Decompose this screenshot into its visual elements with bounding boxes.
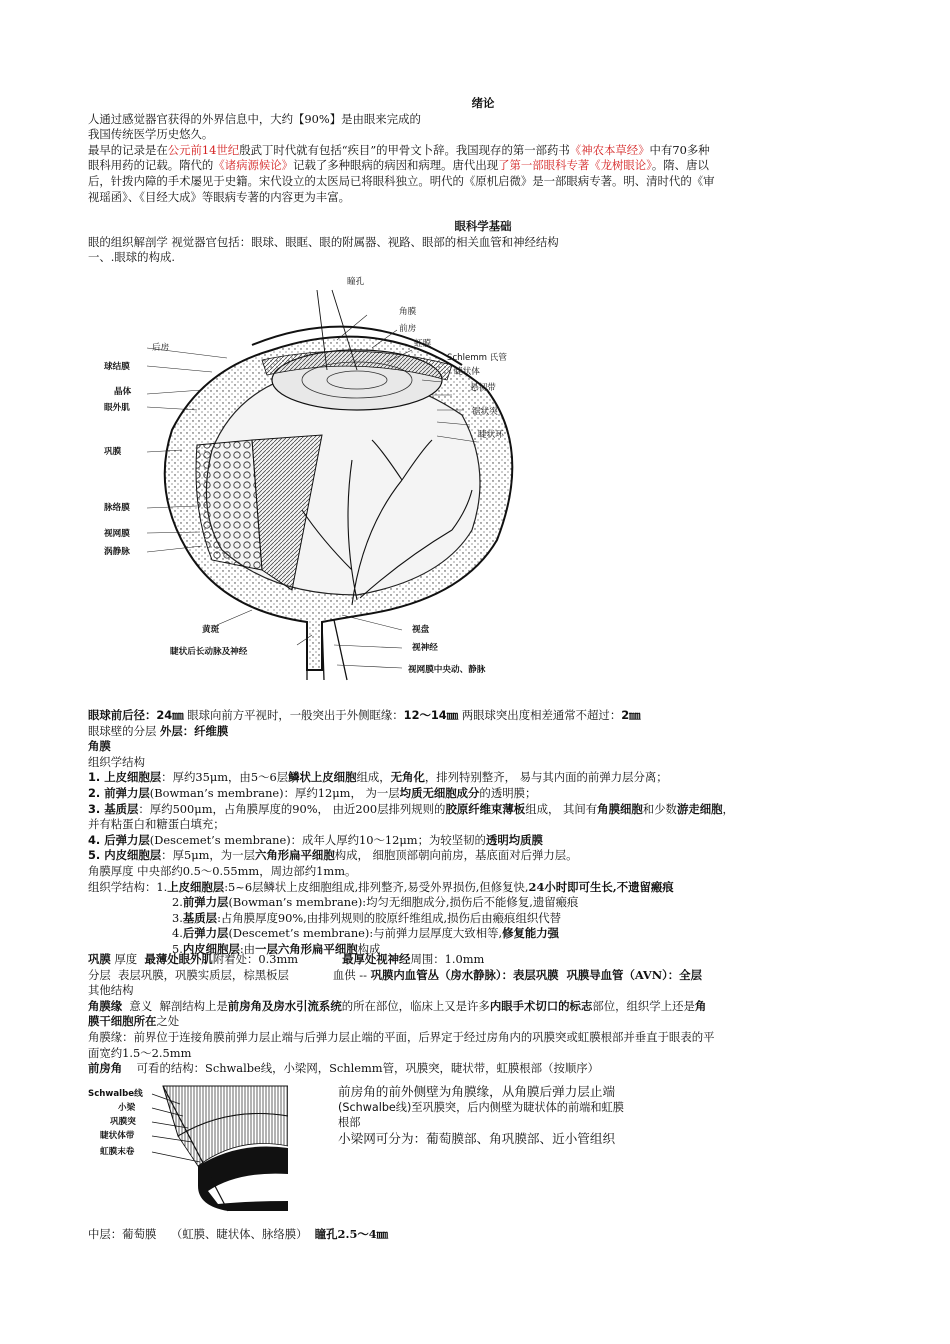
text: ：厚约500μm，占角膜厚度的90%， 由近200层排列规则的: [138, 801, 446, 816]
angle-text-2: (Schwalbe线)至巩膜突，后内侧壁为睫状体的前端和虹膜: [338, 1100, 624, 1114]
text: 分层 表层巩膜，巩膜实质层，棕黑板层: [88, 967, 289, 982]
label-zonule: 悬韧带: [470, 383, 496, 393]
text: 前房角: [88, 1061, 123, 1076]
text: 组成， 其间有: [525, 801, 598, 816]
highlight-book: 了第一部眼科专著《龙树眼论》: [498, 158, 652, 173]
middle-layer-line: [88, 1227, 878, 1243]
sclera-thickness-line: [88, 952, 878, 968]
text: 3.: [172, 910, 183, 925]
text: 5.: [172, 941, 183, 956]
text: 血供 --: [332, 967, 371, 982]
label-cornea: 角膜: [399, 307, 417, 317]
text: 两眼球突出度相差通常不超过：: [458, 708, 622, 722]
eyeball-section: [88, 708, 878, 958]
text: 最厚处视神经: [342, 952, 411, 966]
cornea-layer-3: [88, 802, 878, 818]
label-extraocular-muscle: 眼外肌: [104, 403, 130, 413]
angle-text-4: 小梁网可分为：葡萄膜部、角巩膜部、近小管组织: [338, 1130, 616, 1146]
label-choroid: 脉络膜: [104, 503, 130, 513]
cornea-layer-3-cont: 并有粘蛋白和糖蛋白填充；: [88, 817, 225, 832]
text: 2. 前弹力层: [88, 785, 150, 800]
basics-title: 眼科学基础: [454, 219, 512, 234]
text: 4. 后弹力层: [88, 832, 150, 847]
highlight-book: 《神农本草经》: [569, 142, 650, 157]
text: 眼球前后径：24㎜: [88, 708, 184, 722]
label-lens: 晶体: [114, 387, 132, 397]
text: 构成， 细胞顶部朝向前房，基底面对后弹力层。: [334, 848, 578, 863]
label-conjunctiva: 球结膜: [104, 362, 130, 372]
histology-summary-1: [88, 880, 878, 896]
text: 前房角及房水引流系统: [227, 998, 342, 1013]
label-iris: 虹膜: [414, 339, 432, 349]
text: 中有70多种: [649, 142, 710, 157]
text: 上皮细胞层: [167, 879, 225, 894]
text: 游走细胞: [676, 801, 723, 816]
basics-line-1: 眼的组织解剖学 视觉器官包括：眼球、眼眶、眼的附属器、视路、眼部的相关血管和神经结构: [88, 234, 559, 249]
label-ciliary-band: 睫状体带: [100, 1131, 135, 1141]
text: 巩膜内血管丛（房水静脉）：表层巩膜 巩膜导血管（AVN）：全层: [370, 967, 702, 982]
text: 5. 内皮细胞层: [88, 848, 162, 863]
eyeball-dimension-line: [88, 708, 878, 724]
text: 均质无细胞成分: [399, 785, 480, 800]
label-macula: 黄斑: [202, 625, 220, 635]
eyeball-diagram: [102, 270, 562, 690]
angle-description: [338, 1084, 708, 1146]
histology-summary-2: [88, 895, 878, 911]
text: 24小时即可生长,不遗留瘢痕: [528, 879, 674, 894]
highlight-date: 公元前14世纪: [167, 142, 240, 157]
text: 构成: [357, 941, 381, 956]
label-iris-root: 虹膜末卷: [100, 1147, 135, 1157]
other-structures: 其他结构: [88, 983, 134, 998]
label-long-ciliary-artery: 睫状后长动脉及神经: [170, 647, 248, 657]
label-schwalbe-line: Schwalbe线: [88, 1089, 143, 1099]
text: ：厚5μm，为一层: [161, 848, 255, 863]
text: 记载了多种眼病的病因和病理。唐代出现: [293, 158, 499, 173]
text: 内皮细胞层: [182, 941, 240, 956]
limbus-significance-cont: [88, 1014, 878, 1030]
intro-line-4: [88, 158, 878, 174]
text: 外层：纤维膜: [159, 723, 229, 738]
text: 2㎜: [621, 708, 641, 722]
label-optic-nerve: 视神经: [412, 643, 438, 653]
text: (Descemet’s membrane):与前弹力层厚度大致相等,: [228, 926, 503, 941]
text: 12～14㎜: [403, 708, 459, 722]
text: 部位，组织学上还是: [592, 998, 695, 1013]
limbus-definition: 角膜缘：前界位于连接角膜前弹力层止端与后弹力层止端的平面，后界定于经过房角内的巩膜突或虹膜根部并垂直于眼表的平: [88, 1029, 715, 1044]
angle-text-1: 前房角的前外侧壁为角膜缘，从角膜后弹力层止端: [338, 1084, 616, 1099]
intro-line-6: 视瑶函》、《目经大成》等眼病专著的内容更为丰富。: [88, 189, 350, 204]
label-vortex-vein: 涡静脉: [104, 547, 130, 557]
text: 殷武丁时代就有包括“疾目”的甲骨文卜辞。我国现存的第一部药书: [239, 142, 570, 157]
angle-diagram: [88, 1076, 288, 1216]
cornea-layer-1: [88, 770, 878, 786]
text: 六角形扁平细胞: [254, 848, 335, 863]
text: 胶原纤维束薄板: [445, 801, 526, 816]
text: 基质层: [182, 910, 218, 925]
histology-summary-3: [88, 911, 878, 927]
intro-line-2: 我国传统医学历史悠久。: [88, 127, 214, 142]
text: 瞳孔2.5～4㎜: [314, 1227, 389, 1241]
text: 的透明膜；: [479, 785, 537, 800]
intro-title: 绪论: [471, 96, 495, 110]
intro-section: [88, 96, 878, 266]
cornea-layer-2: [88, 786, 878, 802]
angle-text-3: 根部: [338, 1116, 361, 1130]
text: ，排列特别整齐， 易与其内面的前弹力层分离；: [424, 770, 668, 785]
cornea-thickness: 角膜厚度 中央部约0.5～0.55mm，周边部约1mm。: [88, 863, 357, 878]
middle-layer-section: [88, 1227, 878, 1243]
label-ciliary-ring: 睫状环: [478, 430, 504, 440]
intro-line-3: [88, 143, 878, 159]
label-sclera: 巩膜: [104, 447, 122, 457]
text: 2.: [172, 895, 183, 910]
text: 后弹力层: [182, 926, 229, 941]
text: 可看的结构：Schwalbe线，小梁网，Schlemm管，巩膜突，睫状带，虹膜根部（按顺序）: [122, 1061, 600, 1076]
intro-line-5: 后，针拨内障的手术屡见于史籍。宋代设立的太医局已将眼科独立。明代的《原机启微》是一部眼病专著。明、清时代的《审: [88, 173, 715, 188]
text: 的所在部位，临床上又是许多: [341, 998, 490, 1013]
intro-line-1: 人通过感觉器官获得的外界信息中，大约【90%】是由眼来完成的: [88, 111, 421, 126]
text: (Bowman’s membrane):均匀无细胞成分,损伤后不能修复,遗留瘢痕: [228, 895, 579, 910]
label-posterior-chamber: 后房: [152, 343, 170, 353]
text: (Bowman’s membrane)：厚约12μm， 为一层: [149, 785, 400, 800]
histology-summary-4: [88, 926, 878, 942]
text: 膜干细胞所在: [88, 1014, 157, 1029]
highlight-book: 《诸病源候论》: [213, 158, 294, 173]
text: 中层：葡萄膜 （虹膜、睫状体、脉络膜）: [88, 1227, 315, 1241]
basics-line-2: 一、.眼球的构成.: [88, 250, 175, 265]
label-retina: 视网膜: [104, 529, 130, 539]
text: 最早的记录是在: [88, 142, 168, 157]
text: 角: [694, 998, 707, 1013]
text: :5~6层鳞状上皮细胞组成,排列整齐,易受外界损伤,但修复快,: [224, 879, 529, 894]
sclera-layers-line: [88, 968, 878, 984]
label-ciliary-body: 睫状体: [454, 367, 480, 377]
text: :由: [239, 941, 256, 956]
label-pupil: 瞳孔: [347, 277, 365, 287]
text: 透明均质膜: [485, 832, 543, 847]
text: 之处: [156, 1014, 180, 1029]
text: 修复能力强: [502, 926, 560, 941]
label-trabecula: 小梁: [118, 1103, 136, 1113]
cornea-layer-4: [88, 833, 878, 849]
text: 意义 解剖结构上是: [122, 998, 228, 1013]
sclera-section: [88, 952, 878, 1077]
limbus-width: 面宽约1.5～2.5mm: [88, 1045, 192, 1060]
text: :占角膜厚度90%,由排列规则的胶原纤维组成,损伤后由瘢痕组织代替: [217, 910, 562, 925]
histology-heading: 组织学结构: [88, 754, 145, 769]
text: 一层六角形扁平细胞: [255, 941, 358, 956]
eyeball-layer-line: [88, 724, 878, 740]
text: 4.: [172, 926, 183, 941]
text: 无角化: [390, 770, 425, 785]
text: 内眼手术切口的标志: [489, 998, 593, 1013]
text: 周围：1.0mm: [410, 952, 485, 966]
text: 组成，: [356, 770, 391, 785]
label-anterior-chamber: 前房: [399, 324, 417, 334]
text: 组织学结构：1.: [88, 879, 168, 894]
anterior-angle-line: [88, 1061, 878, 1077]
text: ：厚约35μm，由5～6层: [161, 770, 289, 785]
label-scleral-spur: 巩膜突: [110, 1117, 136, 1127]
label-central-retinal-vessels: 视网膜中央动、静脉: [408, 665, 486, 675]
limbus-significance: [88, 999, 878, 1015]
text: 巩膜: [88, 952, 111, 966]
text: 。隋、唐以: [651, 158, 709, 173]
label-schlemm-canal: Schlemm 氏管: [447, 353, 507, 363]
text: ，: [722, 801, 734, 816]
text: 眼科用药的记载。隋代的: [88, 158, 214, 173]
label-ora-serrata: 锯状突: [472, 407, 498, 417]
text: 和少数: [642, 801, 677, 816]
text: (Descemet’s membrane)：成年人厚约10～12μm；为较坚韧的: [149, 832, 486, 847]
text: 眼球向前方平视时，一般突出于外侧眶缘：: [183, 708, 404, 722]
text: 鳞状上皮细胞: [288, 770, 357, 785]
text: 最薄处眼外肌: [144, 952, 213, 966]
text: 眼球壁的分层: [88, 723, 160, 738]
text: 厚度: [110, 952, 145, 966]
text: 附着处：0.3mm: [212, 952, 299, 966]
text: 角膜缘: [88, 998, 123, 1013]
text: 3. 基质层: [88, 801, 139, 816]
text: 角膜细胞: [597, 801, 643, 816]
label-optic-disc: 视盘: [412, 625, 430, 635]
text: 前弹力层: [182, 895, 229, 910]
cornea-layer-5: [88, 848, 878, 864]
cornea-heading: 角膜: [88, 739, 111, 754]
text: 1. 上皮细胞层: [88, 770, 162, 785]
